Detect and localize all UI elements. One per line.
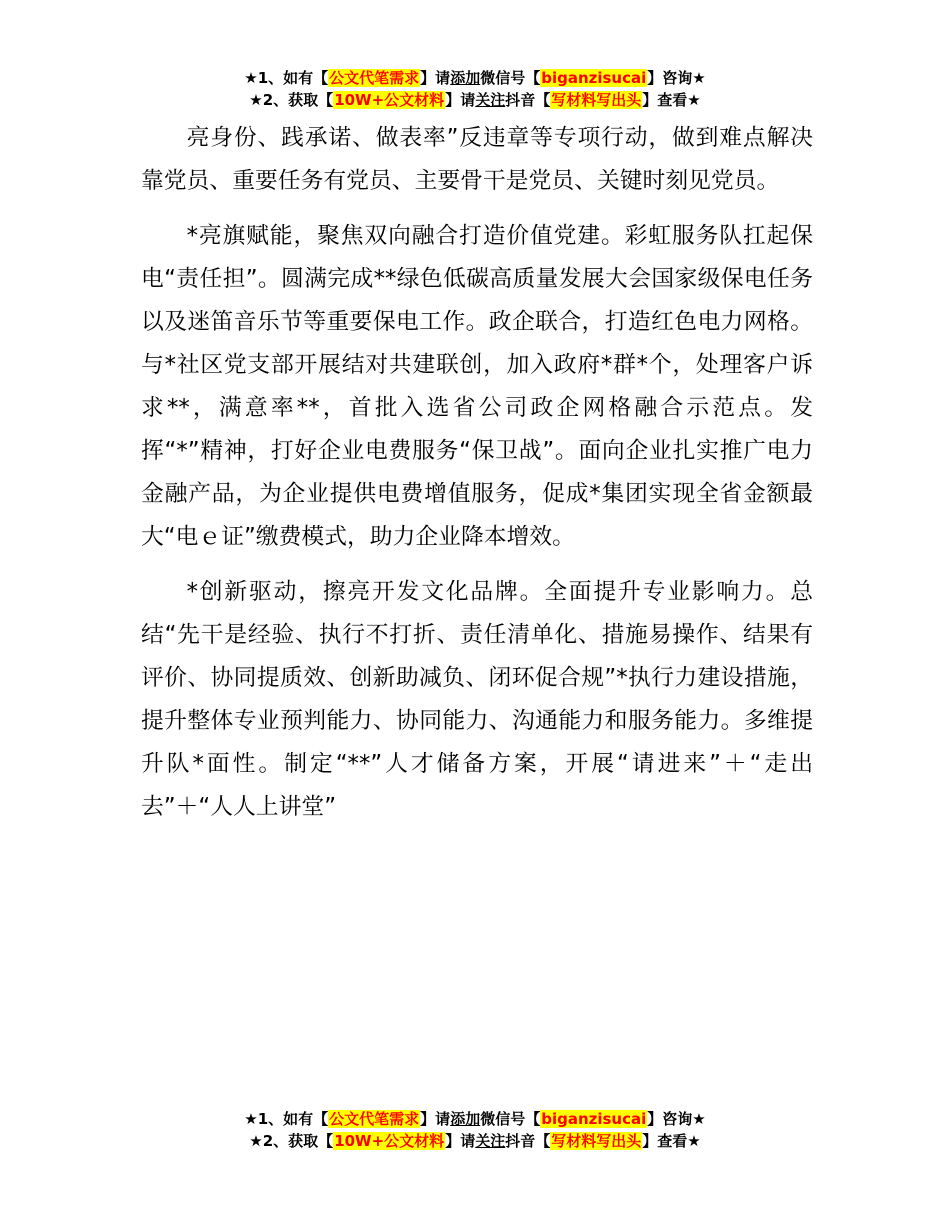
banner-text: 】请 — [445, 91, 476, 109]
banner-text: 微信号【 — [480, 1110, 541, 1128]
banner-line-1 — [0, 67, 950, 89]
banner-text: ★1、如有【 — [244, 69, 329, 87]
banner-text: 】请 — [445, 1132, 476, 1150]
banner-underlined: 关注 — [475, 91, 506, 109]
banner-text: 微信号【 — [480, 69, 541, 87]
highlight-wechat-id: biganzisucai — [541, 69, 647, 87]
highlight-douyin: 写材料写出头 — [551, 91, 642, 109]
banner-underlined: 添加 — [450, 1110, 481, 1128]
banner-line-1 — [0, 1108, 950, 1130]
banner-text: 】咨询★ — [647, 69, 706, 87]
banner-text: 】请 — [420, 1110, 451, 1128]
highlight-douyin: 写材料写出头 — [551, 1132, 642, 1150]
highlight-materials: 10W+公文材料 — [334, 91, 445, 109]
highlight-materials: 10W+公文材料 — [334, 1132, 445, 1150]
banner-line-2 — [0, 1130, 950, 1152]
banner-text: 】查看★ — [642, 91, 701, 109]
banner-text: ★2、获取【 — [249, 1132, 334, 1150]
paragraph: *亮旗赋能，聚焦双向融合打造价值党建。彩虹服务队扛起保电“责任担”。圆满完成**绿色低碳高质量发展大会国家级保电任务以及迷笛音乐节等重要保电工作。政企联合，打造红色电力网格。与*社区党支部开展结对共建联创，加入政府*群*个，处理客户诉求**，满意率**，首批入选省公司政企网格融合示范点。发挥“*”精神，打好企业电费服务“保卫战”。面向企业扎实推广电力金融产品，为企业提供电费增值服务，促成*集团实现全省金额最大“电ｅ证”缴费模式，助力企业降本增效。 — [141, 223, 813, 550]
banner-underlined: 添加 — [450, 69, 481, 87]
banner-underlined: 关注 — [475, 1132, 506, 1150]
paragraph: *创新驱动，擦亮开发文化品牌。全面提升专业影响力。总结“先干是经验、执行不打折、责任清单化、措施易操作、结果有评价、协同提质效、创新助减负、闭环促合规”*执行力建设措施，提升整体专业预判能力、协同能力、沟通能力和服务能力。多维提升队*面性。制定“**”人才储备方案，开展“请进来”＋“走出去”＋“人人上讲堂” — [141, 579, 813, 820]
paragraph: 亮身份、践承诺、做表率”反违章等专项行动，做到难点解决靠党员、重要任务有党员、主要骨干是党员、关键时刻见党员。 — [141, 125, 813, 194]
banner-line-2 — [0, 89, 950, 111]
banner-text: 抖音【 — [505, 91, 551, 109]
banner-text: ★1、如有【 — [244, 1110, 329, 1128]
highlight-service: 公文代笔需求 — [329, 1110, 420, 1128]
banner-text: 】咨询★ — [647, 1110, 706, 1128]
document-body — [141, 117, 813, 841]
banner-text: 】请 — [420, 69, 451, 87]
highlight-wechat-id: biganzisucai — [541, 1110, 647, 1128]
footer-banner — [0, 1108, 950, 1152]
banner-text: ★2、获取【 — [249, 91, 334, 109]
highlight-service: 公文代笔需求 — [329, 69, 420, 87]
banner-text: 】查看★ — [642, 1132, 701, 1150]
header-banner — [0, 67, 950, 111]
banner-text: 抖音【 — [505, 1132, 551, 1150]
